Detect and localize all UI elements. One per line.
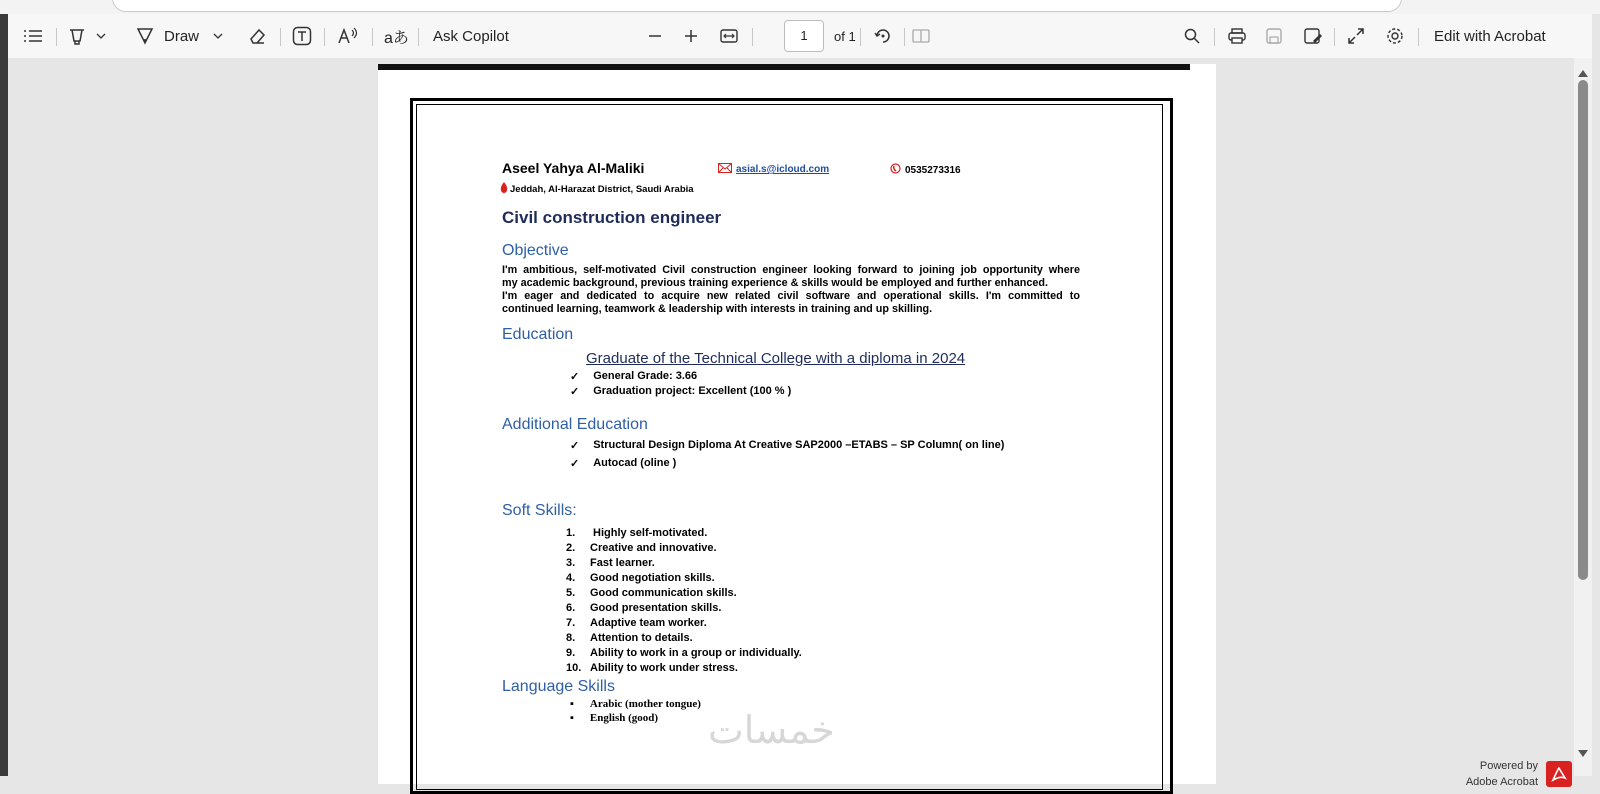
skill-item: Ability to work under stress. [590,662,738,674]
fit-width-icon[interactable] [720,14,738,58]
powered-by-label: Powered by [1479,760,1538,772]
list-item [570,385,791,398]
gear-icon[interactable] [1386,14,1404,58]
pdf-viewer[interactable] [8,58,1574,788]
objective-text [502,264,1080,316]
resume-name: Aseel Yahya Al-Maliki [502,160,645,176]
rotate-icon[interactable] [874,14,892,58]
address-bar[interactable] [112,0,1402,12]
acrobat-label: Adobe Acrobat [1465,776,1538,788]
soft-skills-heading: Soft Skills: [502,502,577,519]
additional-education-heading: Additional Education [502,416,648,433]
objective-heading: Objective [502,242,569,259]
education-item: Graduation project: Excellent (100 % ) [593,385,792,397]
check-icon: ✓ [570,371,580,383]
scrollbar-thumb[interactable] [1578,80,1588,580]
resume-phone [890,163,961,177]
objective-line: I'm eager and dedicated to acquire new related civil software and operational skills. I'm committed to [502,290,1080,302]
ask-copilot-button[interactable] [433,14,509,58]
ask-copilot-label: Ask Copilot [433,27,509,45]
check-icon: ✓ [570,440,580,452]
skill-item: Adaptive team worker. [590,617,707,629]
education-item: General Grade: 3.66 [593,370,698,382]
phone-number: 0535273316 [905,164,961,176]
list-item: 4. Good negotiation skills. [566,572,715,584]
language-item: Arabic (mother tongue) [589,698,701,710]
skill-item: Ability to work in a group or individually. [590,647,802,659]
list-item [570,439,1004,452]
resume-document [378,64,1216,784]
email-link[interactable]: asial.s@icloud.com [736,164,830,175]
skill-item: Highly self-motivated. [593,527,708,539]
list-item [570,712,658,724]
eraser-icon[interactable] [248,14,266,58]
scroll-down-icon[interactable] [1578,744,1588,762]
list-item: 6. Good presentation skills. [566,602,722,614]
separator [324,28,325,46]
skill-item: Creative and innovative. [590,542,717,554]
separator [752,28,753,46]
highlight-icon [68,27,86,45]
fullscreen-icon[interactable] [1348,14,1364,58]
list-item: 5. Good communication skills. [566,587,737,599]
translate-glyph: aあ [384,29,409,47]
additional-item: Autocad (oline ) [593,457,677,469]
vertical-scrollbar[interactable] [1574,58,1592,776]
check-icon: ✓ [570,458,580,470]
education-title: Graduate of the Technical College with a diploma in 2024 [586,350,966,367]
page-view-icon[interactable] [912,14,930,58]
bullet-icon: ▪ [570,712,574,724]
objective-line: my academic background, previous training experience & skills would be employed and further enhanced. [502,277,1048,289]
zoom-out-icon[interactable] [648,14,662,58]
list-item: 9. Ability to work in a group or individually. [566,647,802,659]
draw-button[interactable] [136,14,223,58]
page-count: of 1 [834,28,856,44]
objective-line: I'm ambitious, self-motivated Civil construction engineer looking forward to joining job opportunity where [502,264,1080,276]
address-text: Jeddah, Al-Harazat District, Saudi Arabia [510,183,694,195]
skill-item: Fast learner. [590,557,655,569]
objective-line: continued learning, teamwork & leadership with interests in training and up skilling. [502,303,933,315]
highlight-button[interactable] [68,14,106,58]
phone-icon [890,163,901,177]
list-item [570,698,701,710]
separator [860,28,861,46]
separator [1214,28,1215,46]
edit-with-acrobat-button[interactable] [1434,14,1546,58]
acrobat-logo-icon [1546,761,1572,787]
additional-item: Structural Design Diploma At Creative SAP2000 –ETABS – SP Column( on line) [593,439,1005,451]
list-item: 2. Creative and innovative. [566,542,717,554]
window-edge [0,14,8,776]
separator [372,28,373,46]
chevron-down-icon [213,33,223,39]
bullet-icon: ▪ [570,698,574,710]
watermark: خمسات [708,708,835,752]
list-item: 3. Fast learner. [566,557,655,569]
save-icon[interactable] [1266,14,1282,58]
list-item: 10. Ability to work under stress. [566,662,738,674]
resume-title: Civil construction engineer [502,208,722,227]
print-icon[interactable] [1228,14,1246,58]
resume-email[interactable] [718,163,829,176]
browser-top-strip [0,0,1600,14]
chevron-down-icon [96,33,106,39]
zoom-in-icon[interactable] [684,14,698,58]
save-as-icon[interactable] [1304,14,1322,58]
separator [1418,28,1419,46]
skill-item: Good communication skills. [590,587,737,599]
list-item: 1. Highly self-motivated. [566,527,708,539]
pdf-toolbar [8,14,1592,59]
mail-icon [718,163,732,176]
education-heading: Education [502,326,574,343]
resume-address [500,182,694,196]
language-item: English (good) [589,712,659,724]
text-box-icon[interactable] [292,14,312,58]
skill-item: Good negotiation skills. [590,572,715,584]
location-pin-icon [500,182,508,196]
draw-label: Draw [164,27,200,45]
list-item [570,457,676,470]
read-aloud-icon[interactable] [338,14,360,58]
contents-icon[interactable] [24,14,42,58]
list-item: 8. Attention to details. [566,632,693,644]
translate-icon[interactable] [384,14,409,58]
pen-icon [136,27,154,45]
page-number-input[interactable]: 1 [784,20,824,52]
pdf-page [378,64,1216,784]
skill-item: Attention to details. [590,632,693,644]
list-item [570,370,697,383]
check-icon: ✓ [570,386,580,398]
skill-item: Good presentation skills. [590,602,722,614]
list-item: 7. Adaptive team worker. [566,617,707,629]
separator [1334,28,1335,46]
separator [280,28,281,46]
separator [418,28,419,46]
search-icon[interactable] [1184,14,1200,58]
separator [56,28,57,46]
separator [904,28,905,46]
language-skills-heading: Language Skills [502,678,615,695]
powered-by-acrobat [1432,758,1572,790]
edit-with-acrobat-label: Edit with Acrobat [1434,27,1546,45]
